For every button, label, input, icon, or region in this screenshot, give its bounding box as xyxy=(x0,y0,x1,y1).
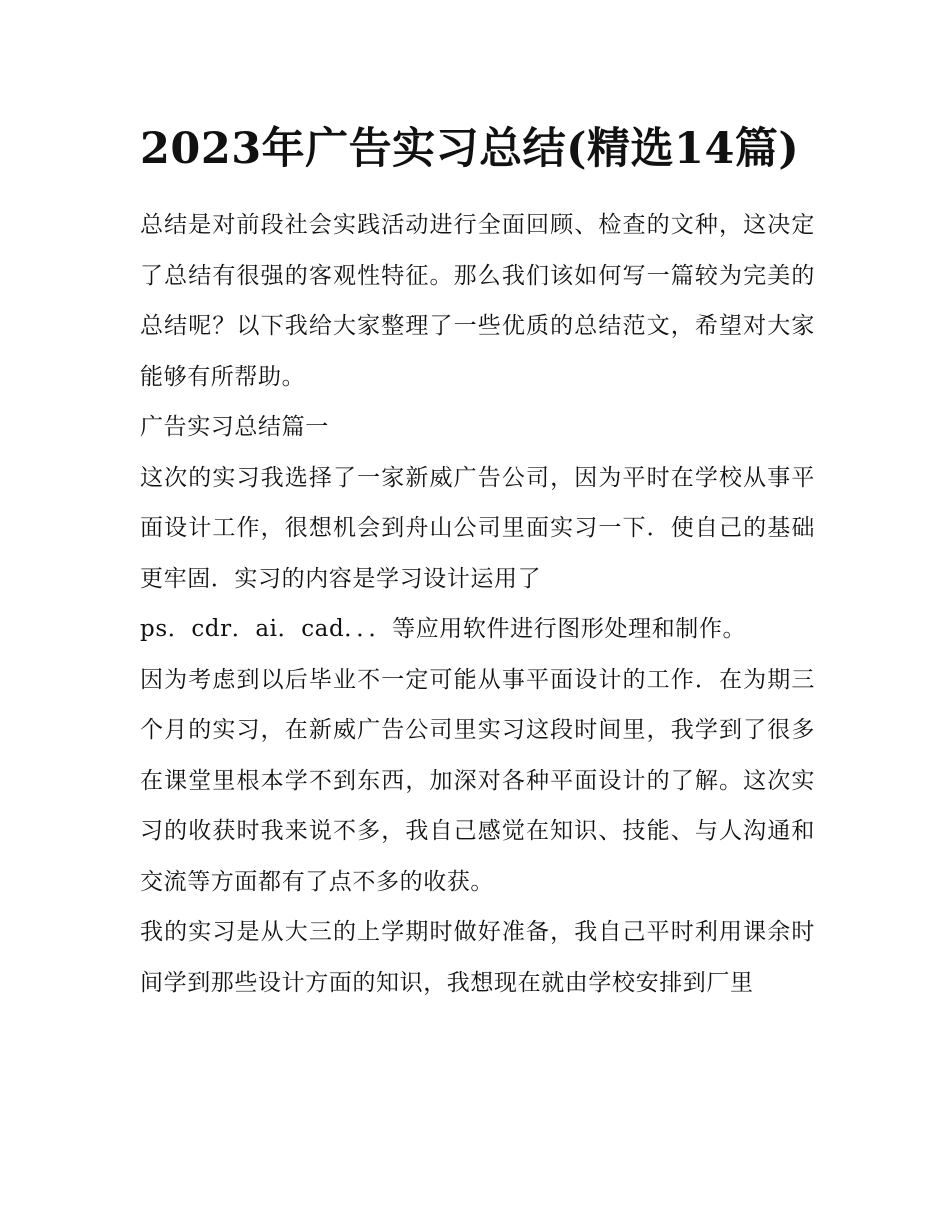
body-paragraph: ps．cdr．ai．cad．．．等应用软件进行图形处理和制作。 xyxy=(140,616,747,642)
document-body xyxy=(140,112,815,1008)
intro-paragraph: 总结是对前段社会实践活动进行全面回顾、检查的文种，这决定了总结有很强的客观性特征。那么我们该如何写一篇较为完美的总结呢？以下我给大家整理了一些优质的总结范文，希望对大家能够有所帮助。 xyxy=(140,212,815,390)
section-heading: 广告实习总结篇一 xyxy=(140,414,329,440)
body-paragraph: 这次的实习我选择了一家新威广告公司，因为平时在学校从事平面设计工作，很想机会到舟山公司里面实习一下．使自己的基础更牢固．实习的内容是学习设计运用了 xyxy=(140,464,815,592)
document-title: 2023年广告实习总结(精选14篇) xyxy=(140,124,800,174)
body-paragraph: 因为考虑到以后毕业不一定可能从事平面设计的工作．在为期三个月的实习，在新威广告公司里实习这段时间里，我学到了很多在课堂里根本学不到东西，加深对各种平面设计的了解。这次实习的收获时我来说不多，我自己感觉在知识、技能、与人沟通和交流等方面都有了点不多的收获。 xyxy=(140,666,815,895)
body-paragraph: 我的实习是从大三的上学期时做好准备，我自己平时利用课余时间学到那些设计方面的知识，我想现在就由学校安排到厂里 xyxy=(140,919,815,996)
